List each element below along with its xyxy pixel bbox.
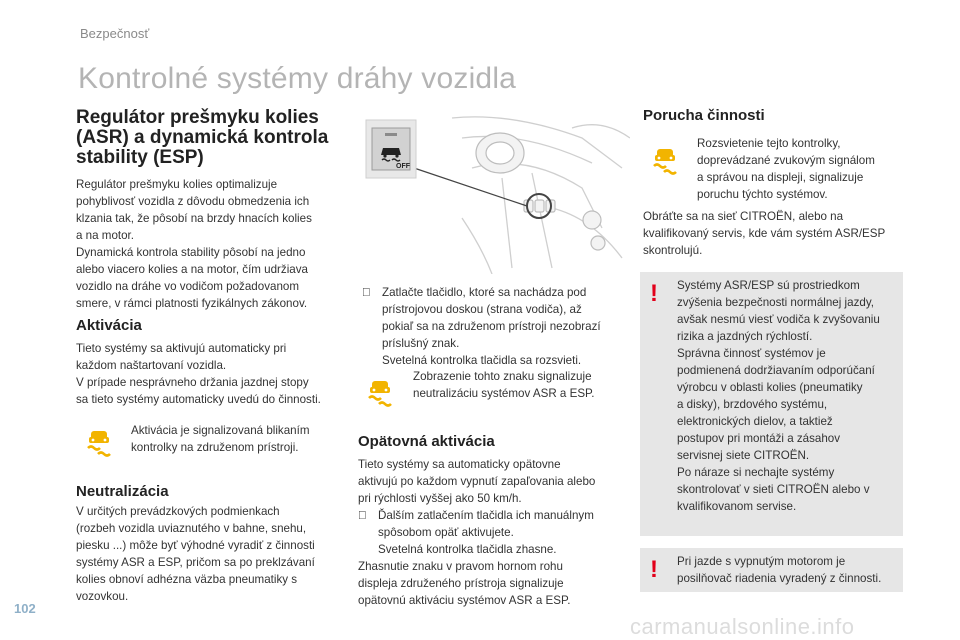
exclamation-icon: !	[650, 280, 658, 307]
activation-paragraph: Tieto systémy sa aktivujú automaticky pri každom naštartovaní vozidla. V prípade nesprávneho držania jazdnej stopy sa tieto systémy automaticky uvedú do činnosti.	[76, 342, 321, 406]
fault-heading: Porucha činnosti	[643, 107, 765, 124]
skid-warning-icon	[84, 428, 114, 458]
section-label: Bezpečnosť	[80, 26, 150, 41]
display-note: Zobrazenie tohto znaku signalizuje neutralizáciu systémov ASR a ESP.	[413, 370, 595, 400]
neutralization-heading: Neutralizácia	[76, 483, 169, 500]
bullet-marker	[358, 507, 378, 524]
intro-paragraph: Regulátor prešmyku kolies optimalizuje pohyblivosť vozidla z dôvodu obmedzenia ich klzania tak, že pôsobí na brzdy hnacích kolies a na motor. Dynamická kontrola stability pôsobí na jedno alebo viacero kolies a na motor, čím udržiava vozidlo na dráhe vo vodičom požadovanom smere, v rámci platnosti fyzikálnych zákonov.	[76, 178, 312, 310]
activation-heading: Aktivácia	[76, 317, 142, 334]
exclamation-icon: !	[650, 556, 658, 583]
dashboard-illustration	[352, 108, 630, 274]
safety-warning-box	[640, 272, 903, 536]
off-label: OFF	[396, 163, 410, 170]
safety-warning-text: Systémy ASR/ESP sú prostriedkom zvýšenia bezpečnosti normálnej jazdy, avšak nesmú viesť vodiča k zvyšovaniu rizika a jazdných rýchlostí. Správna činnosť systémov je podmienená dodržiavaním odporúčaní výrobcu v oblasti kolies (pneumatiky a disky), brzdového systému, elektronických dielov, a taktiež postupov pri montáži a zásahov servisnej siete CITROËN. Po náraze si nechajte systémy skontrolovať v sieti CITROËN alebo v kvalifikovanom servise.	[677, 279, 880, 513]
page-title: Kontrolné systémy dráhy vozidla	[78, 62, 517, 95]
watermark: carmanualsonline.info	[630, 614, 855, 639]
activation-note: Aktivácia je signalizovaná blikaním kontrolky na združenom prístroji.	[131, 424, 310, 454]
reactivation-paragraph: Tieto systémy sa automaticky opätovne aktivujú po každom vypnutí zapaľovania alebo pri rýchlosti vyššej ako 50 km/h. Ďalším zatlačením tlačidla ich manuálnym spôsobom opäť aktivujete. Svetelná kontrolka tlačidla zhasne. Zhasnutie znaku v pravom hornom rohu displeja združeného prístroja signalizuje opätovnú aktiváciu systémov ASR a ESP.	[358, 458, 596, 607]
service-paragraph: Obráťte sa na sieť CITROËN, alebo na kvalifikovaný servis, kde vám systém ASR/ESP skontrolujú.	[643, 210, 886, 257]
steering-warning-box	[640, 548, 903, 592]
reactivation-heading: Opätovná aktivácia	[358, 433, 495, 450]
press-button-instruction: Zatlačte tlačidlo, ktoré sa nachádza pod prístrojovou doskou (strana vodiča), až pokiaľ sa na združenom prístroji nezobrazí príslušný znak. Svetelná kontrolka tlačidla sa rozsvieti.	[362, 284, 632, 369]
main-heading: Regulátor prešmyku kolies (ASR) a dynamická kontrola stability (ESP)	[76, 107, 329, 168]
skid-off-warning-icon	[365, 378, 395, 408]
neutralization-paragraph: V určitých prevádzkových podmienkach (rozbeh vozidla uviaznutého v bahne, snehu, piesku ...) môže byť výhodné vyradiť z činnosti systémy ASR a ESP, pričom sa po preklzávaní kolies obnoví adhézna väzba pneumatiky s vozovkou.	[76, 505, 315, 603]
bullet-marker	[362, 284, 382, 301]
page-number: 102	[14, 601, 36, 616]
steering-warning-text: Pri jazde s vypnutým motorom je posilňovač riadenia vyradený z činnosti.	[677, 555, 882, 585]
skid-fault-warning-icon	[650, 146, 680, 176]
fault-note: Rozsvietenie tejto kontrolky, doprevádzané zvukovým signálom a správou na displeji, signalizuje poruchu týchto systémov.	[697, 137, 875, 201]
